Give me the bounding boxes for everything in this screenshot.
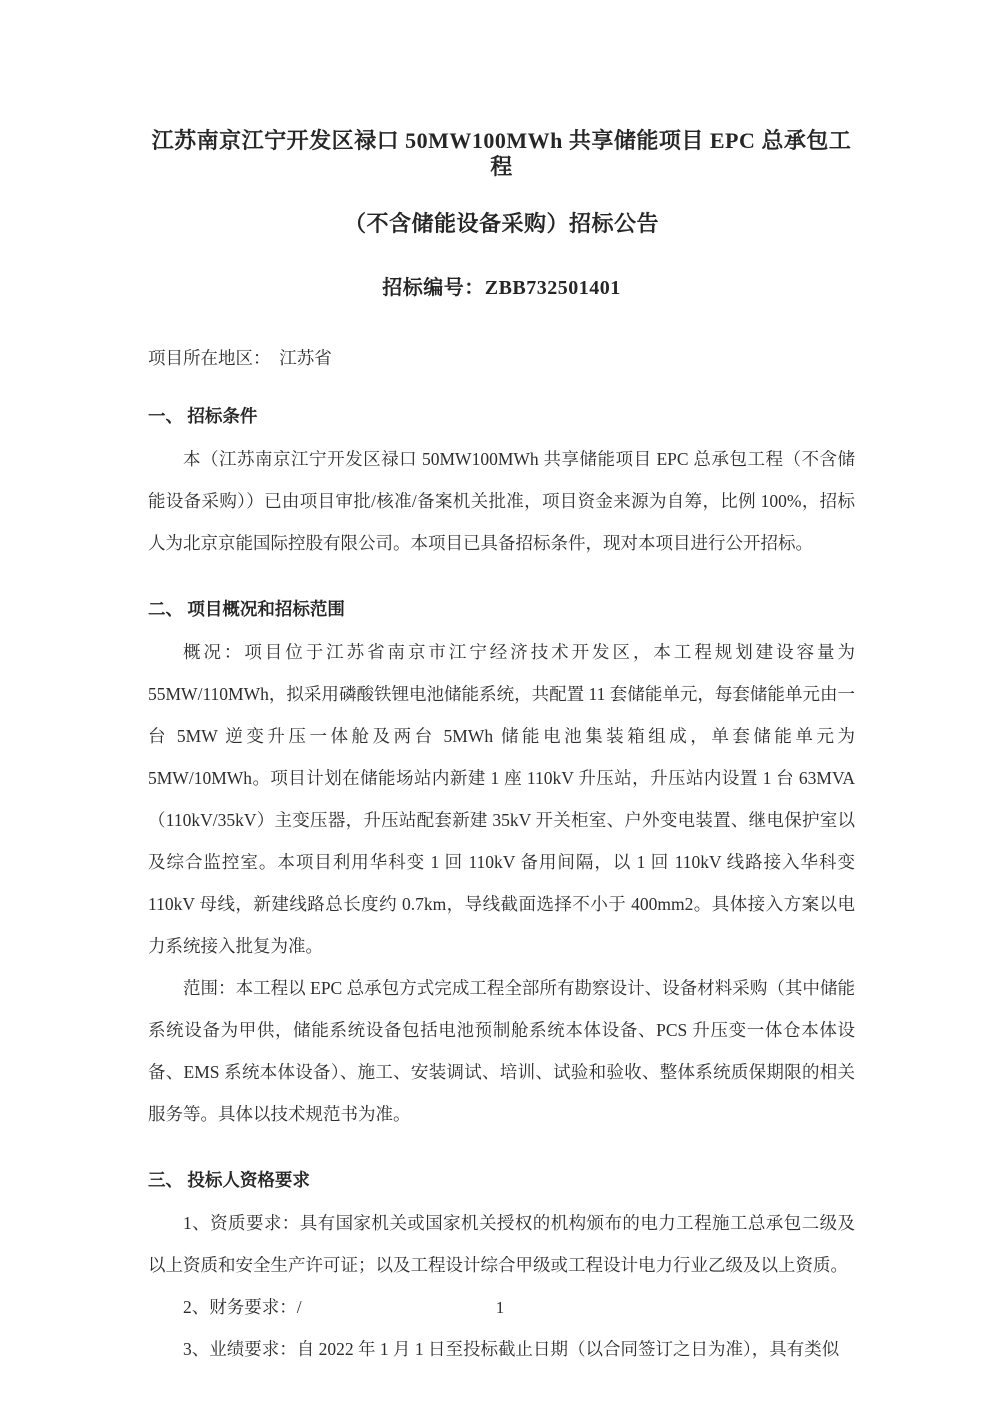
section-heading-bidder-qualifications: 三、 投标人资格要求 <box>148 1169 310 1190</box>
section-heading-bidding-conditions: 一、 招标条件 <box>148 405 258 426</box>
paragraph-bidding-scope: 范围：本工程以 EPC 总承包方式完成工程全部所有勘察设计、设备材料采购（其中储能系统设备为甲供，储能系统设备包括电池预制舱系统本体设备、PCS 升压变一体仓本体设备、EMS 系统本体设备）、施工、安装调试、培训、试验和验收、整体系统质保期限的相关服务等。具体以技术规范书为准。 <box>148 977 855 1124</box>
paragraph-performance-requirements: 3、业绩要求：自 2022 年 1 月 1 日至投标截止日期（以合同签订之日为准），具有类似 <box>183 1338 840 1359</box>
document-title-line1: 江苏南京江宁开发区禄口 50MW100MWh 共享储能项目 EPC 总承包工程 <box>151 128 852 180</box>
section-heading-project-overview: 二、 项目概况和招标范围 <box>148 598 345 619</box>
tender-number-line: 招标编号：ZBB732501401 <box>382 277 621 300</box>
project-location-line: 项目所在地区： 江苏省 <box>148 348 332 369</box>
document-title-line2: （不含储能设备采购）招标公告 <box>343 210 659 236</box>
paragraph-financial-requirements: 2、财务要求：/ <box>183 1296 302 1317</box>
paragraph-qualification-requirements: 1、资质要求：具有国家机关或国家机关授权的机构颁布的电力工程施工总承包二级及以上资质和安全生产许可证；以及工程设计综合甲级或工程设计电力行业乙级及以上资质。 <box>148 1212 855 1275</box>
page-number: 1 <box>495 1298 505 1317</box>
paragraph-project-overview: 概况：项目位于江苏省南京市江宁经济技术开发区，本工程规划建设容量为 55MW/110MWh，拟采用磷酸铁锂电池储能系统，共配置 11 套储能单元，每套储能单元由一台 5MW 逆变升压一体舱及两台 5MWh 储能电池集装箱组成，单套储能单元为 5MW/10MWh。项目计划在储能场站内新建 1 座 110kV 升压站，升压站内设置 1 台 63MVA（110kV/35kV）主变压器，升压站配套新建 35kV 开关柜室、户外变电装置、继电保护室以及综合监控室。本项目利用华科变 1 回 110kV 备用间隔，以 1 回 110kV 线路接入华科变 110kV 母线，新建线路总长度约 0.7km，导线截面选择不小于 400mm2。具体接入方案以电力系统接入批复为准。 <box>148 641 855 956</box>
paragraph-bidding-conditions: 本（江苏南京江宁开发区禄口 50MW100MWh 共享储能项目 EPC 总承包工程（不含储能设备采购））已由项目审批/核准/备案机关批准，项目资金来源为自筹，比例 100%，招标人为北京京能国际控股有限公司。本项目已具备招标条件，现对本项目进行公开招标。 <box>148 448 855 553</box>
